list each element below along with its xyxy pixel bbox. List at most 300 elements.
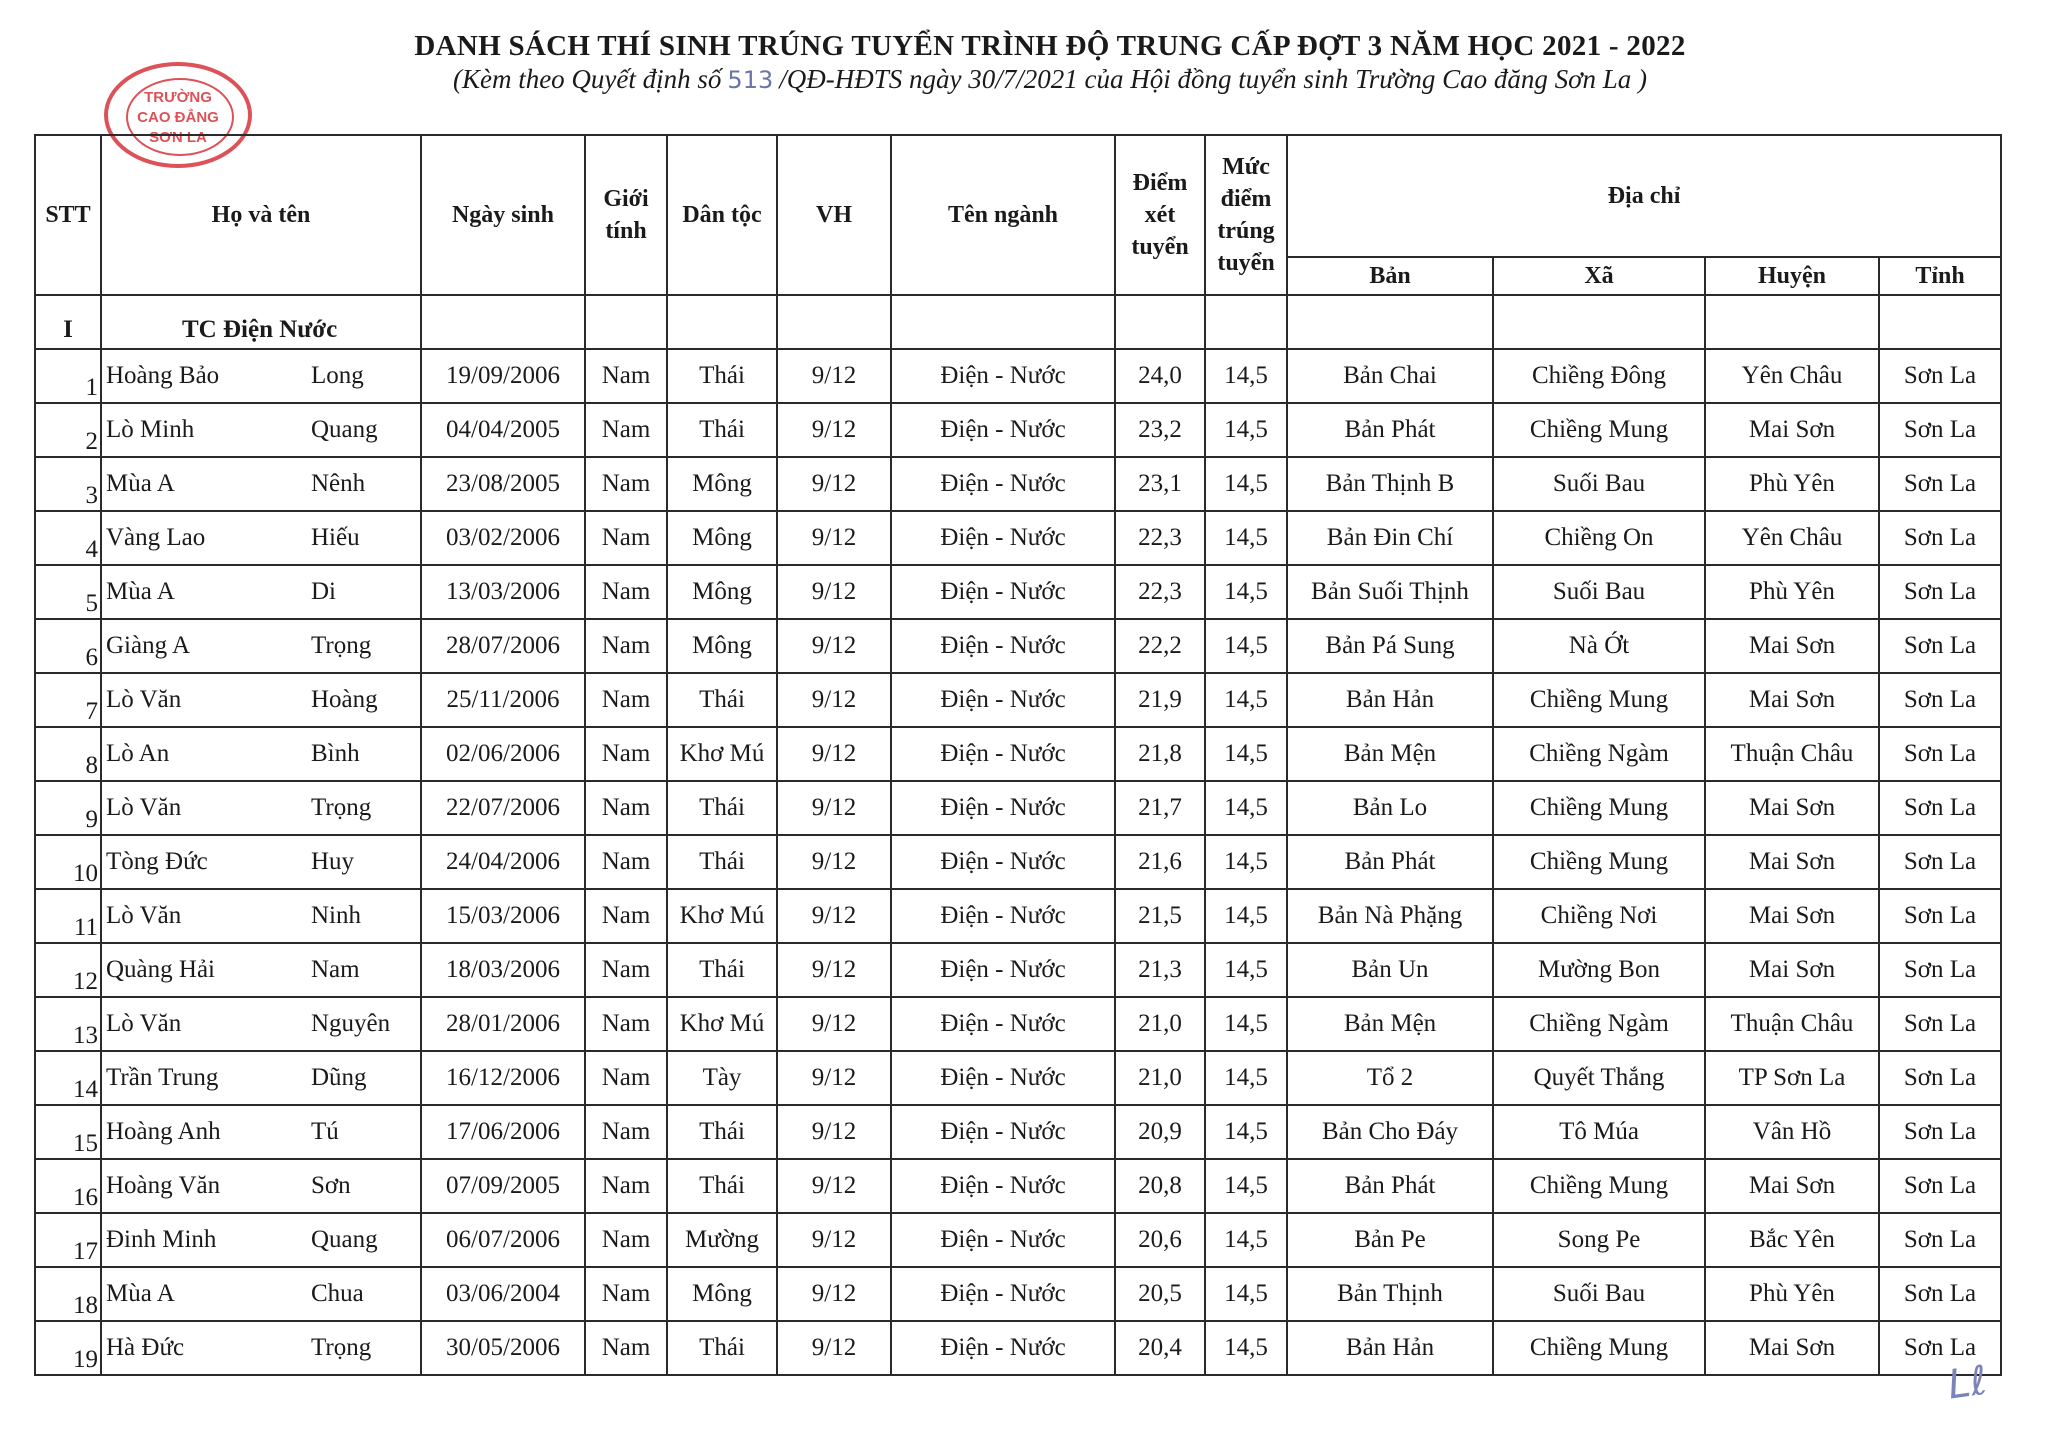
table-row <box>35 1267 2001 1321</box>
row-threshold: 14,5 <box>1205 511 1287 565</box>
row-vh: 9/12 <box>777 1051 891 1105</box>
row-village: Bản Un <box>1287 943 1493 997</box>
row-threshold: 14,5 <box>1205 619 1287 673</box>
row-major: Điện - Nước <box>891 835 1115 889</box>
row-major: Điện - Nước <box>891 511 1115 565</box>
row-dob: 03/06/2004 <box>421 1267 585 1321</box>
row-vh: 9/12 <box>777 565 891 619</box>
row-major: Điện - Nước <box>891 457 1115 511</box>
row-gender: Nam <box>585 619 667 673</box>
last-name: Sơn <box>311 1172 351 1199</box>
row-province: Sơn La <box>1879 349 2001 403</box>
row-major: Điện - Nước <box>891 727 1115 781</box>
document-subtitle <box>300 64 1800 95</box>
last-name: Di <box>311 578 336 605</box>
last-name: Chua <box>311 1280 364 1307</box>
row-name <box>101 1105 421 1159</box>
row-vh: 9/12 <box>777 511 891 565</box>
row-threshold: 14,5 <box>1205 1051 1287 1105</box>
row-gender: Nam <box>585 1267 667 1321</box>
row-threshold: 14,5 <box>1205 673 1287 727</box>
row-ethnicity: Mông <box>667 511 777 565</box>
row-district: Mai Sơn <box>1705 673 1879 727</box>
row-vh: 9/12 <box>777 673 891 727</box>
row-dob: 17/06/2006 <box>421 1105 585 1159</box>
row-province: Sơn La <box>1879 943 2001 997</box>
row-commune: Nà Ớt <box>1493 619 1705 673</box>
row-major: Điện - Nước <box>891 349 1115 403</box>
last-name: Trọng <box>311 794 372 821</box>
row-ethnicity: Thái <box>667 1105 777 1159</box>
table-row <box>35 403 2001 457</box>
row-village: Bản Hản <box>1287 1321 1493 1375</box>
row-commune: Chiềng Ngàm <box>1493 997 1705 1051</box>
table-row <box>35 727 2001 781</box>
section-row <box>35 295 2001 349</box>
row-major: Điện - Nước <box>891 1105 1115 1159</box>
row-stt: 2 <box>35 403 101 457</box>
row-vh: 9/12 <box>777 1105 891 1159</box>
row-gender: Nam <box>585 565 667 619</box>
last-name: Nguyên <box>311 1010 391 1037</box>
first-name: Mùa A <box>106 470 175 497</box>
first-name: Lò Văn <box>106 1010 182 1037</box>
row-threshold: 14,5 <box>1205 349 1287 403</box>
last-name: Tú <box>311 1118 339 1145</box>
row-stt: 19 <box>35 1321 101 1375</box>
row-gender: Nam <box>585 889 667 943</box>
admission-table <box>34 134 2002 1376</box>
row-province: Sơn La <box>1879 727 2001 781</box>
row-stt: 8 <box>35 727 101 781</box>
row-threshold: 14,5 <box>1205 457 1287 511</box>
row-vh: 9/12 <box>777 1267 891 1321</box>
row-ethnicity: Thái <box>667 349 777 403</box>
header-village: Bản <box>1287 257 1493 295</box>
last-name: Nênh <box>311 470 366 497</box>
header-dob: Ngày sinh <box>421 135 585 295</box>
row-threshold: 14,5 <box>1205 889 1287 943</box>
row-name <box>101 565 421 619</box>
first-name: Hoàng Anh <box>106 1118 221 1145</box>
row-province: Sơn La <box>1879 457 2001 511</box>
row-name <box>101 1051 421 1105</box>
row-name <box>101 997 421 1051</box>
row-name <box>101 1213 421 1267</box>
row-district: Vân Hồ <box>1705 1105 1879 1159</box>
row-province: Sơn La <box>1879 1213 2001 1267</box>
row-commune: Suối Bau <box>1493 565 1705 619</box>
row-commune: Suối Bau <box>1493 457 1705 511</box>
first-name: Lò Văn <box>106 794 182 821</box>
row-vh: 9/12 <box>777 835 891 889</box>
row-commune: Chiềng Đông <box>1493 349 1705 403</box>
row-province: Sơn La <box>1879 1267 2001 1321</box>
row-major: Điện - Nước <box>891 1051 1115 1105</box>
row-province: Sơn La <box>1879 1159 2001 1213</box>
row-village: Bản Phát <box>1287 403 1493 457</box>
row-vh: 9/12 <box>777 403 891 457</box>
first-name: Mùa A <box>106 578 175 605</box>
row-score: 22,3 <box>1115 565 1205 619</box>
row-ethnicity: Mông <box>667 1267 777 1321</box>
row-ethnicity: Thái <box>667 1321 777 1375</box>
row-district: Mai Sơn <box>1705 619 1879 673</box>
row-district: Mai Sơn <box>1705 1321 1879 1375</box>
row-score: 21,6 <box>1115 835 1205 889</box>
last-name: Long <box>311 362 364 389</box>
row-name <box>101 457 421 511</box>
empty-cell <box>1705 295 1879 349</box>
row-vh: 9/12 <box>777 349 891 403</box>
row-score: 20,4 <box>1115 1321 1205 1375</box>
row-name <box>101 1321 421 1375</box>
row-threshold: 14,5 <box>1205 1105 1287 1159</box>
row-commune: Chiềng Mung <box>1493 403 1705 457</box>
row-gender: Nam <box>585 1321 667 1375</box>
row-province: Sơn La <box>1879 673 2001 727</box>
row-province: Sơn La <box>1879 1051 2001 1105</box>
row-village: Bản Lo <box>1287 781 1493 835</box>
row-district: Mai Sơn <box>1705 781 1879 835</box>
row-gender: Nam <box>585 457 667 511</box>
row-score: 20,9 <box>1115 1105 1205 1159</box>
row-commune: Mường Bon <box>1493 943 1705 997</box>
row-ethnicity: Mông <box>667 457 777 511</box>
row-dob: 19/09/2006 <box>421 349 585 403</box>
row-stt: 14 <box>35 1051 101 1105</box>
row-ethnicity: Tày <box>667 1051 777 1105</box>
header-address: Địa chỉ <box>1287 135 2001 257</box>
last-name: Hoàng <box>311 686 378 713</box>
header-district: Huyện <box>1705 257 1879 295</box>
row-dob: 15/03/2006 <box>421 889 585 943</box>
row-district: Thuận Châu <box>1705 727 1879 781</box>
row-vh: 9/12 <box>777 1321 891 1375</box>
row-stt: 10 <box>35 835 101 889</box>
row-stt: 5 <box>35 565 101 619</box>
row-dob: 24/04/2006 <box>421 835 585 889</box>
header-score: Điểm xét tuyển <box>1115 135 1205 295</box>
row-score: 20,5 <box>1115 1267 1205 1321</box>
table-row <box>35 835 2001 889</box>
row-stt: 16 <box>35 1159 101 1213</box>
row-dob: 03/02/2006 <box>421 511 585 565</box>
table-row <box>35 1213 2001 1267</box>
last-name: Trọng <box>311 1334 372 1361</box>
row-district: Phù Yên <box>1705 457 1879 511</box>
row-village: Bản Chai <box>1287 349 1493 403</box>
row-gender: Nam <box>585 1159 667 1213</box>
row-dob: 07/09/2005 <box>421 1159 585 1213</box>
row-ethnicity: Mông <box>667 619 777 673</box>
first-name: Hoàng Bảo <box>106 362 220 389</box>
first-name: Giàng A <box>106 632 191 659</box>
first-name: Hà Đức <box>106 1334 185 1361</box>
row-district: Phù Yên <box>1705 1267 1879 1321</box>
table-row <box>35 1105 2001 1159</box>
row-province: Sơn La <box>1879 619 2001 673</box>
row-commune: Chiềng On <box>1493 511 1705 565</box>
row-name <box>101 889 421 943</box>
row-dob: 04/04/2005 <box>421 403 585 457</box>
header-gender: Giới tính <box>585 135 667 295</box>
first-name: Vàng Lao <box>106 524 206 551</box>
row-threshold: 14,5 <box>1205 1159 1287 1213</box>
row-province: Sơn La <box>1879 1105 2001 1159</box>
row-village: Bản Phát <box>1287 1159 1493 1213</box>
row-name <box>101 727 421 781</box>
row-major: Điện - Nước <box>891 1321 1115 1375</box>
table-row <box>35 889 2001 943</box>
row-score: 21,7 <box>1115 781 1205 835</box>
row-province: Sơn La <box>1879 565 2001 619</box>
row-province: Sơn La <box>1879 511 2001 565</box>
row-dob: 18/03/2006 <box>421 943 585 997</box>
row-threshold: 14,5 <box>1205 835 1287 889</box>
row-village: Bản Thịnh <box>1287 1267 1493 1321</box>
empty-cell <box>1493 295 1705 349</box>
row-major: Điện - Nước <box>891 565 1115 619</box>
row-province: Sơn La <box>1879 889 2001 943</box>
empty-cell <box>1879 295 2001 349</box>
row-name <box>101 781 421 835</box>
row-score: 21,5 <box>1115 889 1205 943</box>
first-name: Quàng Hải <box>106 956 215 983</box>
row-threshold: 14,5 <box>1205 727 1287 781</box>
table-row <box>35 565 2001 619</box>
row-district: Mai Sơn <box>1705 943 1879 997</box>
row-vh: 9/12 <box>777 619 891 673</box>
row-major: Điện - Nước <box>891 403 1115 457</box>
row-vh: 9/12 <box>777 997 891 1051</box>
stamp-line-2: CAO ĐẲNG <box>137 109 219 126</box>
row-village: Bản Đin Chí <box>1287 511 1493 565</box>
row-stt: 6 <box>35 619 101 673</box>
row-district: Yên Châu <box>1705 349 1879 403</box>
row-major: Điện - Nước <box>891 997 1115 1051</box>
row-commune: Chiềng Nơi <box>1493 889 1705 943</box>
last-name: Quang <box>311 416 378 443</box>
decision-number: 513 <box>727 66 774 94</box>
first-name: Tòng Đức <box>106 848 208 875</box>
row-threshold: 14,5 <box>1205 1213 1287 1267</box>
empty-cell <box>585 295 667 349</box>
row-name <box>101 1267 421 1321</box>
empty-cell <box>777 295 891 349</box>
row-score: 22,3 <box>1115 511 1205 565</box>
row-dob: 13/03/2006 <box>421 565 585 619</box>
row-ethnicity: Thái <box>667 403 777 457</box>
row-score: 20,6 <box>1115 1213 1205 1267</box>
row-district: Mai Sơn <box>1705 889 1879 943</box>
row-district: Mai Sơn <box>1705 835 1879 889</box>
last-name: Bình <box>311 740 360 767</box>
row-ethnicity: Thái <box>667 673 777 727</box>
row-province: Sơn La <box>1879 1321 2001 1375</box>
header-province: Tỉnh <box>1879 257 2001 295</box>
row-gender: Nam <box>585 1105 667 1159</box>
row-commune: Chiềng Mung <box>1493 1321 1705 1375</box>
stamp-line-3: SƠN LA <box>149 129 207 146</box>
table-row <box>35 1321 2001 1375</box>
row-village: Bản Suối Thịnh <box>1287 565 1493 619</box>
row-stt: 13 <box>35 997 101 1051</box>
header-major: Tên ngành <box>891 135 1115 295</box>
row-commune: Tô Múa <box>1493 1105 1705 1159</box>
row-village: Bản Mện <box>1287 997 1493 1051</box>
row-commune: Chiềng Mung <box>1493 781 1705 835</box>
header-stt: STT <box>35 135 101 295</box>
row-threshold: 14,5 <box>1205 781 1287 835</box>
row-name <box>101 835 421 889</box>
row-village: Bản Phát <box>1287 835 1493 889</box>
row-threshold: 14,5 <box>1205 565 1287 619</box>
row-ethnicity: Mường <box>667 1213 777 1267</box>
row-gender: Nam <box>585 349 667 403</box>
row-ethnicity: Thái <box>667 943 777 997</box>
last-name: Huy <box>311 848 355 875</box>
first-name: Lò An <box>106 740 170 767</box>
row-dob: 22/07/2006 <box>421 781 585 835</box>
row-stt: 4 <box>35 511 101 565</box>
row-commune: Quyết Thắng <box>1493 1051 1705 1105</box>
header-name: Họ và tên <box>101 135 421 295</box>
row-village: Bản Mện <box>1287 727 1493 781</box>
table-row <box>35 781 2001 835</box>
row-threshold: 14,5 <box>1205 1321 1287 1375</box>
row-score: 21,3 <box>1115 943 1205 997</box>
stamp-line-1: TRƯỜNG <box>144 89 212 106</box>
empty-cell <box>667 295 777 349</box>
row-province: Sơn La <box>1879 781 2001 835</box>
first-name: Hoàng Văn <box>106 1172 221 1199</box>
row-commune: Chiềng Mung <box>1493 673 1705 727</box>
row-gender: Nam <box>585 673 667 727</box>
row-dob: 02/06/2006 <box>421 727 585 781</box>
row-ethnicity: Khơ Mú <box>667 889 777 943</box>
row-ethnicity: Khơ Mú <box>667 727 777 781</box>
row-dob: 23/08/2005 <box>421 457 585 511</box>
row-gender: Nam <box>585 781 667 835</box>
row-name <box>101 349 421 403</box>
last-name: Dũng <box>311 1064 367 1091</box>
row-stt: 9 <box>35 781 101 835</box>
row-stt: 7 <box>35 673 101 727</box>
row-score: 21,8 <box>1115 727 1205 781</box>
row-threshold: 14,5 <box>1205 943 1287 997</box>
section-roman: I <box>35 295 101 349</box>
table-row <box>35 673 2001 727</box>
document-title: DANH SÁCH THÍ SINH TRÚNG TUYỂN TRÌNH ĐỘ TRUNG CẤP ĐỢT 3 NĂM HỌC 2021 - 2022 <box>414 30 1686 62</box>
first-name: Lò Văn <box>106 686 182 713</box>
row-village: Bản Nà Phặng <box>1287 889 1493 943</box>
row-ethnicity: Mông <box>667 565 777 619</box>
row-ethnicity: Khơ Mú <box>667 997 777 1051</box>
row-village: Bản Cho Đáy <box>1287 1105 1493 1159</box>
header-commune: Xã <box>1493 257 1705 295</box>
row-name <box>101 1159 421 1213</box>
row-score: 23,2 <box>1115 403 1205 457</box>
table-row <box>35 619 2001 673</box>
row-district: Bắc Yên <box>1705 1213 1879 1267</box>
header-vh: VH <box>777 135 891 295</box>
row-village: Bản Thịnh B <box>1287 457 1493 511</box>
row-district: Phù Yên <box>1705 565 1879 619</box>
row-threshold: 14,5 <box>1205 403 1287 457</box>
row-commune: Chiềng Ngàm <box>1493 727 1705 781</box>
row-district: Mai Sơn <box>1705 1159 1879 1213</box>
row-major: Điện - Nước <box>891 781 1115 835</box>
row-score: 23,1 <box>1115 457 1205 511</box>
row-vh: 9/12 <box>777 889 891 943</box>
row-stt: 3 <box>35 457 101 511</box>
row-dob: 16/12/2006 <box>421 1051 585 1105</box>
subtitle-before: (Kèm theo Quyết định số <box>452 64 722 94</box>
row-name <box>101 403 421 457</box>
table-row <box>35 943 2001 997</box>
row-dob: 28/07/2006 <box>421 619 585 673</box>
table-row <box>35 457 2001 511</box>
row-name <box>101 511 421 565</box>
subtitle-after: /QĐ-HĐTS ngày 30/7/2021 của Hội đồng tuyển sinh Trường Cao đăng Sơn La ) <box>779 64 1648 94</box>
row-district: TP Sơn La <box>1705 1051 1879 1105</box>
row-province: Sơn La <box>1879 403 2001 457</box>
row-stt: 15 <box>35 1105 101 1159</box>
row-gender: Nam <box>585 403 667 457</box>
table-row <box>35 1159 2001 1213</box>
row-major: Điện - Nước <box>891 943 1115 997</box>
first-name: Lò Minh <box>106 416 195 443</box>
row-stt: 17 <box>35 1213 101 1267</box>
header-ethnicity: Dân tộc <box>667 135 777 295</box>
row-province: Sơn La <box>1879 835 2001 889</box>
row-score: 21,9 <box>1115 673 1205 727</box>
row-village: Bản Pe <box>1287 1213 1493 1267</box>
handwritten-signature: ᒪℓ <box>1944 1357 1990 1409</box>
first-name: Trần Trung <box>106 1064 219 1091</box>
row-stt: 12 <box>35 943 101 997</box>
row-major: Điện - Nước <box>891 673 1115 727</box>
table-row <box>35 997 2001 1051</box>
row-vh: 9/12 <box>777 1159 891 1213</box>
row-gender: Nam <box>585 1213 667 1267</box>
last-name: Trọng <box>311 632 372 659</box>
row-ethnicity: Thái <box>667 1159 777 1213</box>
empty-cell <box>421 295 585 349</box>
row-score: 21,0 <box>1115 997 1205 1051</box>
row-gender: Nam <box>585 997 667 1051</box>
row-major: Điện - Nước <box>891 1267 1115 1321</box>
row-major: Điện - Nước <box>891 1213 1115 1267</box>
row-threshold: 14,5 <box>1205 997 1287 1051</box>
row-major: Điện - Nước <box>891 889 1115 943</box>
row-stt: 1 <box>35 349 101 403</box>
last-name: Hiếu <box>311 524 360 551</box>
row-commune: Chiềng Mung <box>1493 1159 1705 1213</box>
row-village: Bản Pá Sung <box>1287 619 1493 673</box>
row-village: Tổ 2 <box>1287 1051 1493 1105</box>
row-province: Sơn La <box>1879 997 2001 1051</box>
row-vh: 9/12 <box>777 727 891 781</box>
row-dob: 06/07/2006 <box>421 1213 585 1267</box>
row-gender: Nam <box>585 511 667 565</box>
row-major: Điện - Nước <box>891 619 1115 673</box>
row-dob: 30/05/2006 <box>421 1321 585 1375</box>
row-score: 20,8 <box>1115 1159 1205 1213</box>
row-dob: 25/11/2006 <box>421 673 585 727</box>
header-threshold: Mức điểm trúng tuyển <box>1205 135 1287 295</box>
